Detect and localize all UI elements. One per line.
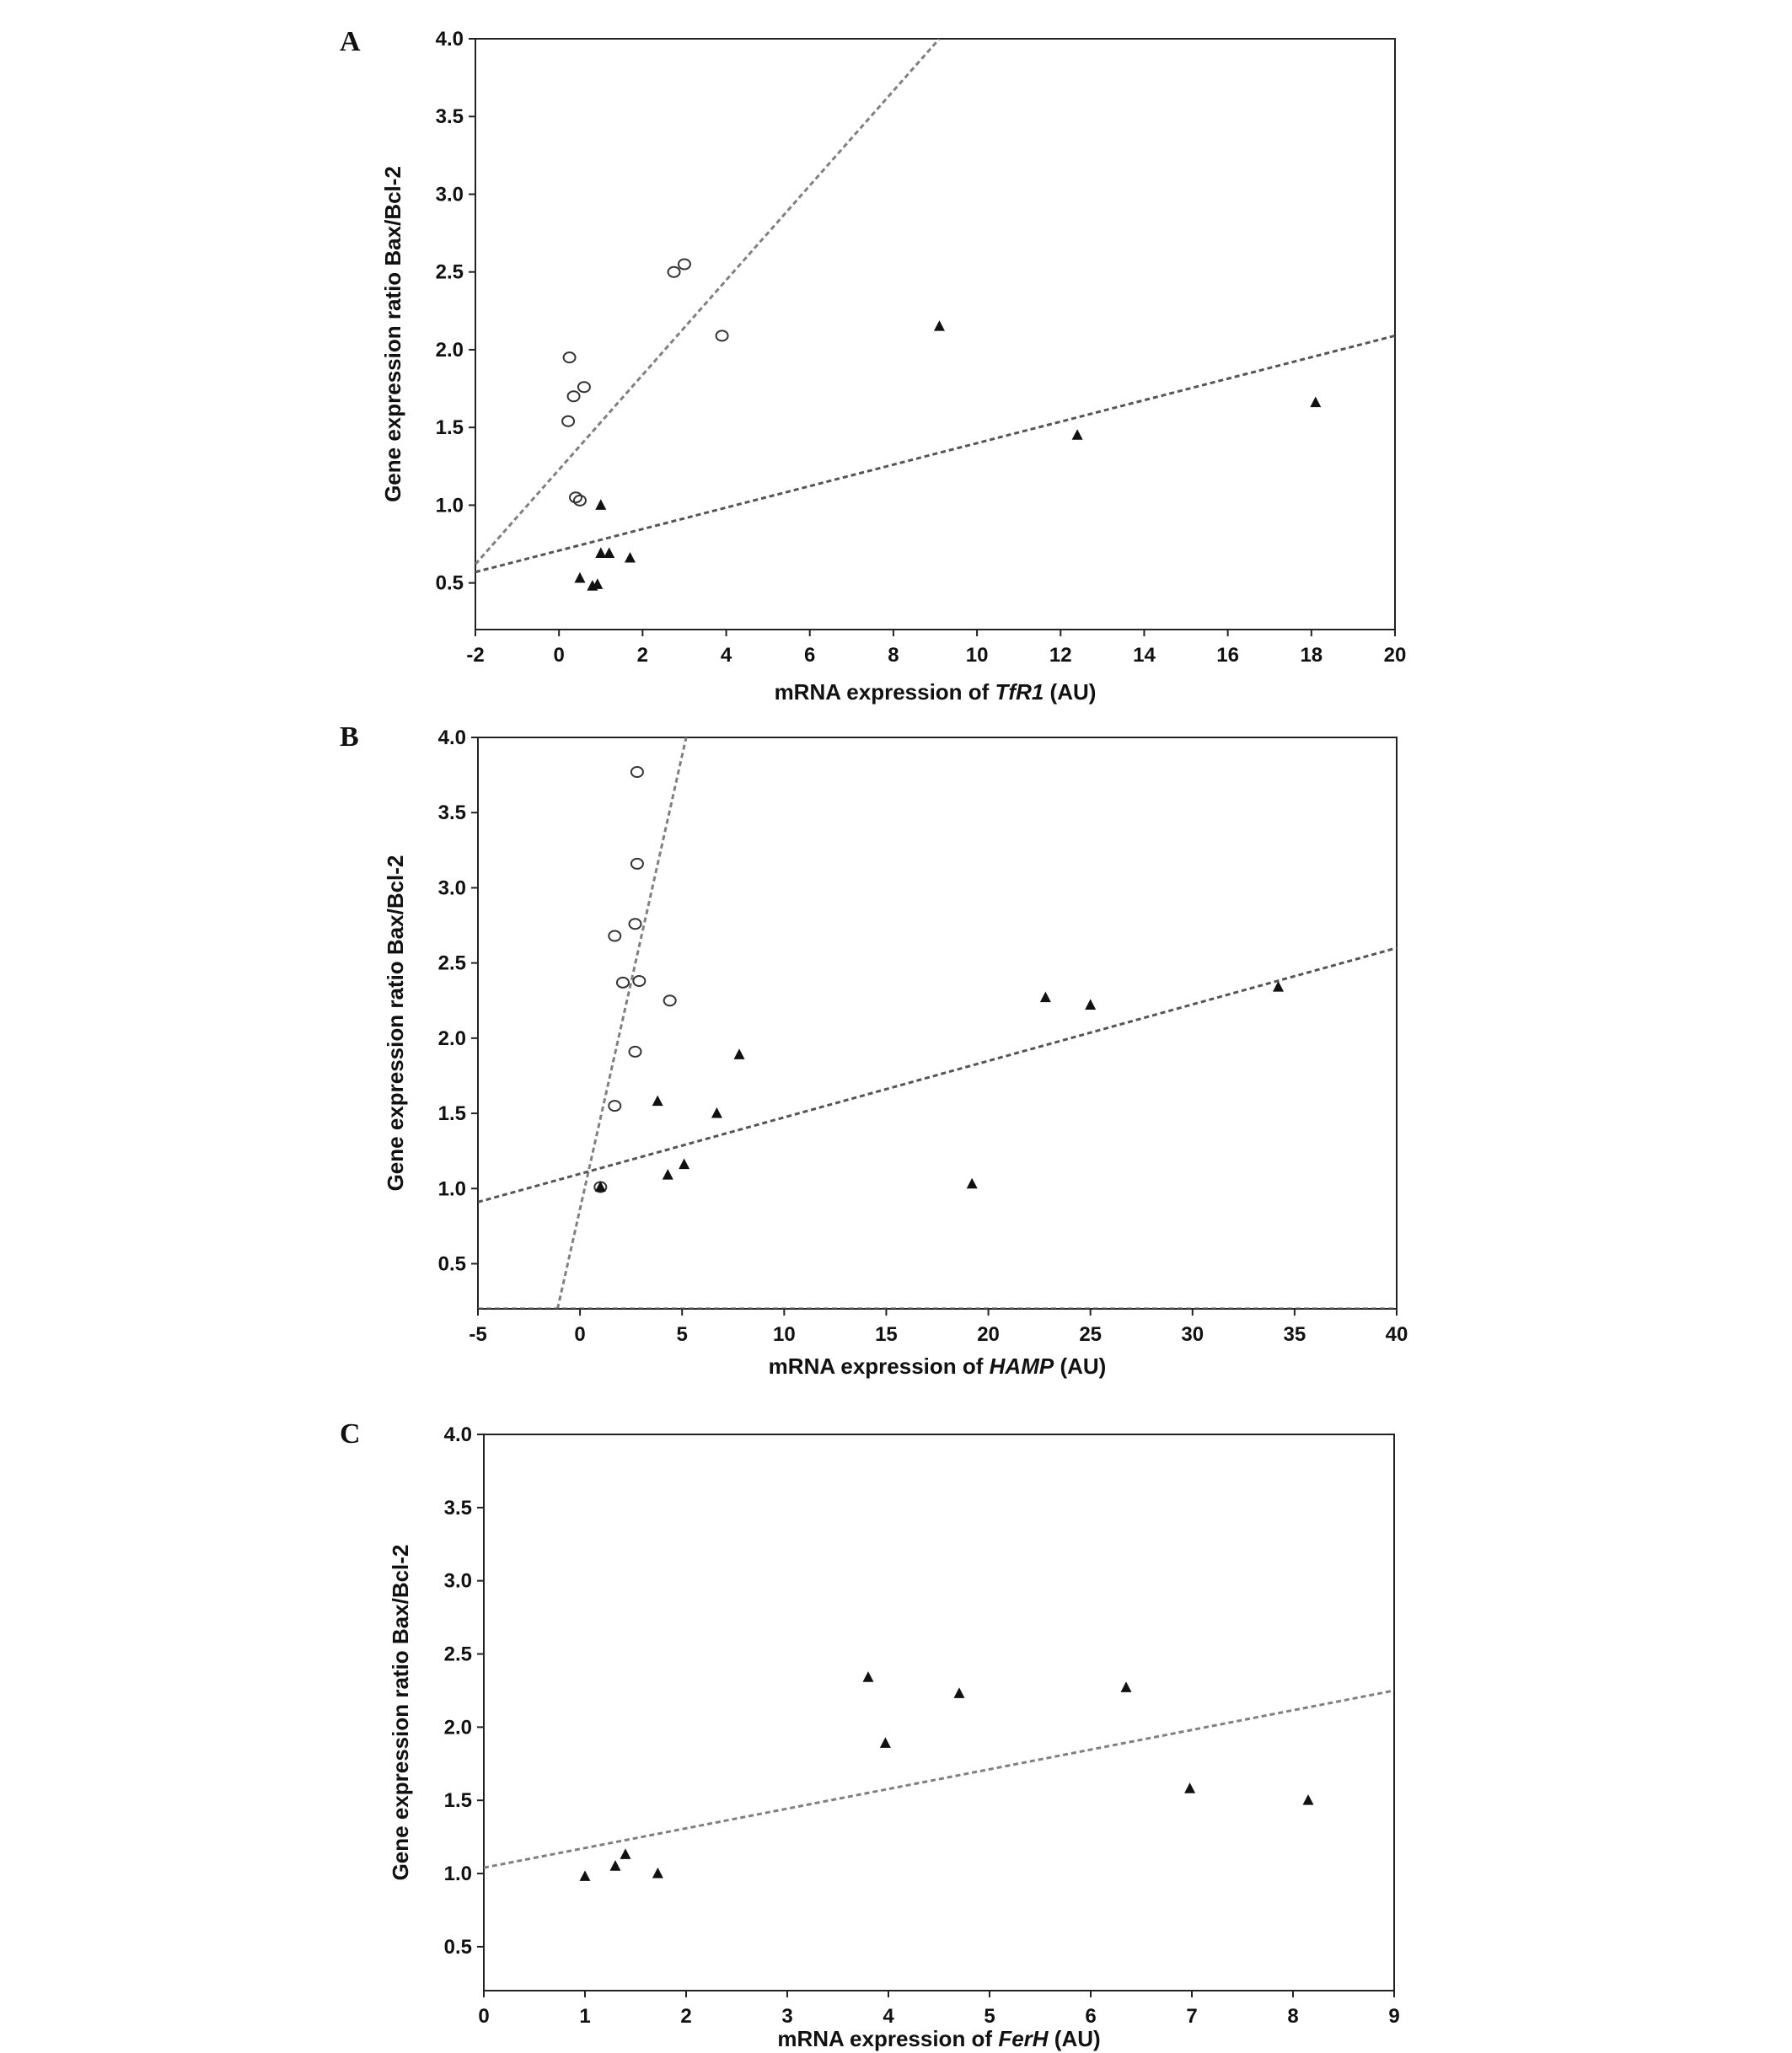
data-point-triangle <box>934 320 945 331</box>
data-point-circle <box>633 976 645 986</box>
data-point-triangle <box>595 499 606 510</box>
data-point-triangle <box>625 552 636 563</box>
x-tick-label: 9 <box>1388 2005 1400 2028</box>
data-point-triangle <box>880 1737 891 1748</box>
y-tick-label: 1.5 <box>435 416 464 440</box>
regression-line <box>475 39 939 565</box>
data-point-triangle <box>574 572 585 583</box>
plot-frame <box>475 39 1395 630</box>
y-tick-label: 0.5 <box>443 1935 472 1959</box>
data-point-triangle <box>967 1178 978 1189</box>
y-tick-label: 1.5 <box>437 1102 466 1126</box>
x-axis-label-suffix: (AU) <box>1048 2026 1101 2051</box>
data-point-triangle <box>1184 1782 1195 1793</box>
x-tick-label: 6 <box>1085 2005 1097 2028</box>
y-tick-label: 4.0 <box>437 726 466 749</box>
x-tick-label: 18 <box>1300 644 1323 667</box>
x-axis-label-gene: TfR1 <box>995 679 1044 705</box>
data-point-triangle <box>663 1169 673 1180</box>
x-tick-label: 15 <box>875 1323 898 1346</box>
panel-label: B <box>340 721 359 753</box>
data-point-circle <box>609 1101 620 1111</box>
x-tick-label: 25 <box>1079 1323 1103 1346</box>
data-point-triangle <box>1303 1794 1314 1805</box>
data-point-circle <box>631 767 643 777</box>
data-point-circle <box>668 267 680 277</box>
x-tick-label: 20 <box>977 1323 1000 1346</box>
x-tick-label: 0 <box>553 644 565 667</box>
data-point-triangle <box>1085 999 1096 1010</box>
regression-line <box>484 1691 1394 1868</box>
y-tick-label: 2.5 <box>437 951 466 975</box>
fit-lines <box>478 737 1397 1309</box>
x-tick-label: 20 <box>1383 644 1407 667</box>
x-tick-label: 6 <box>804 644 816 667</box>
x-tick-label: 30 <box>1181 1323 1205 1346</box>
data-point-triangle <box>1121 1681 1132 1692</box>
x-tick-label: 1 <box>579 2005 591 2028</box>
data-point-triangle <box>954 1687 965 1698</box>
x-tick-label: -2 <box>466 644 485 667</box>
data-point-triangle <box>652 1868 663 1879</box>
data-point-circle <box>664 995 676 1005</box>
x-tick-label: 7 <box>1186 2005 1198 2028</box>
y-tick-label: 4.0 <box>443 1423 472 1446</box>
data-point-triangle <box>734 1048 745 1059</box>
data-point-circle <box>630 1047 641 1057</box>
data-point-circle <box>716 330 728 340</box>
x-tick-label: 4 <box>720 644 732 667</box>
x-axis-label-prefix: mRNA expression of <box>768 1353 990 1379</box>
data-point-triangle <box>610 1860 621 1871</box>
y-tick-label: 4.0 <box>435 28 464 51</box>
y-tick-label: 2.5 <box>443 1643 472 1666</box>
chart-panel-a <box>340 26 1406 705</box>
x-axis-label-prefix: mRNA expression of <box>777 2026 999 2051</box>
y-tick-label: 1.0 <box>443 1863 472 1886</box>
data-point-triangle <box>652 1096 663 1107</box>
data-point-circle <box>562 416 574 426</box>
x-axis-label <box>777 2026 1100 2051</box>
data-point-circle <box>609 931 620 941</box>
x-tick-label: 10 <box>772 1323 796 1346</box>
x-tick-label: 0 <box>574 1323 586 1346</box>
data-point-circle <box>564 352 576 362</box>
fit-lines <box>475 39 1395 572</box>
x-axis-label-suffix: (AU) <box>1044 679 1097 705</box>
x-axis-label-suffix: (AU) <box>1054 1353 1107 1379</box>
x-axis-label <box>769 1353 1107 1379</box>
x-axis-label-gene: FerH <box>998 2026 1049 2051</box>
data-point-triangle <box>604 547 614 558</box>
y-tick-label: 0.5 <box>437 1252 466 1276</box>
data-point-circle <box>679 259 690 269</box>
y-tick-label: 3.5 <box>435 105 464 129</box>
x-axis-label-prefix: mRNA expression of <box>774 679 995 705</box>
data-point-triangle <box>1310 396 1321 407</box>
regression-line <box>475 335 1395 571</box>
y-axis-label: Gene expression ratio Bax/Bcl-2 <box>383 855 408 1192</box>
y-tick-label: 1.5 <box>443 1789 472 1813</box>
y-tick-label: 1.0 <box>437 1177 466 1201</box>
y-tick-label: 3.0 <box>435 183 464 206</box>
y-tick-label: 0.5 <box>435 571 464 595</box>
x-tick-label: 8 <box>888 644 899 667</box>
x-tick-label: 10 <box>965 644 989 667</box>
y-tick-label: 2.5 <box>435 260 464 284</box>
y-axis-label: Gene expression ratio Bax/Bcl-2 <box>380 166 405 502</box>
x-tick-label: 8 <box>1287 2005 1299 2028</box>
x-tick-label: 12 <box>1049 644 1072 667</box>
x-tick-label: 16 <box>1216 644 1239 667</box>
x-tick-label: 3 <box>781 2005 793 2028</box>
charts-container <box>340 26 1408 2051</box>
data-point-circle <box>631 859 643 869</box>
y-tick-label: 2.0 <box>443 1716 472 1739</box>
plot-frame <box>484 1434 1394 1991</box>
panel-label: A <box>340 26 361 57</box>
x-tick-label: 40 <box>1385 1323 1408 1346</box>
data-point-triangle <box>620 1848 631 1859</box>
x-tick-label: -5 <box>469 1323 487 1346</box>
panel-label: C <box>340 1418 361 1450</box>
x-tick-label: 5 <box>984 2005 995 2028</box>
regression-line <box>478 948 1397 1203</box>
y-tick-label: 3.5 <box>437 801 466 825</box>
y-tick-label: 3.0 <box>443 1569 472 1593</box>
y-tick-label: 2.0 <box>435 338 464 362</box>
y-tick-label: 3.5 <box>443 1496 472 1520</box>
x-tick-label: 35 <box>1283 1323 1306 1346</box>
y-tick-label: 2.0 <box>437 1026 466 1050</box>
data-point-triangle <box>711 1107 722 1118</box>
x-tick-label: 0 <box>478 2005 490 2028</box>
y-tick-label: 1.0 <box>435 494 464 517</box>
data-point-triangle <box>1072 429 1083 440</box>
chart-panel-c <box>340 1418 1400 2051</box>
x-tick-label: 14 <box>1133 644 1156 667</box>
x-tick-label: 2 <box>636 644 649 667</box>
fit-lines <box>484 1691 1394 1868</box>
y-tick-label: 3.0 <box>437 876 466 900</box>
data-point-triangle <box>1040 991 1051 1002</box>
x-tick-label: 4 <box>883 2005 894 2028</box>
data-point-circle <box>578 382 590 392</box>
data-point-circle <box>630 919 641 929</box>
data-point-circle <box>568 391 580 401</box>
x-axis-label-gene: HAMP <box>989 1353 1054 1379</box>
x-axis-label <box>775 679 1097 705</box>
y-axis-label: Gene expression ratio Bax/Bcl-2 <box>388 1544 413 1881</box>
data-point-triangle <box>679 1159 689 1170</box>
x-tick-label: 5 <box>676 1323 688 1346</box>
plot-frame <box>478 737 1397 1309</box>
x-tick-label: 2 <box>680 2005 692 2028</box>
data-point-triangle <box>580 1870 591 1881</box>
chart-panel-b <box>340 721 1408 1379</box>
data-point-circle <box>617 978 629 988</box>
regression-line <box>557 737 686 1309</box>
data-point-triangle <box>863 1671 874 1682</box>
